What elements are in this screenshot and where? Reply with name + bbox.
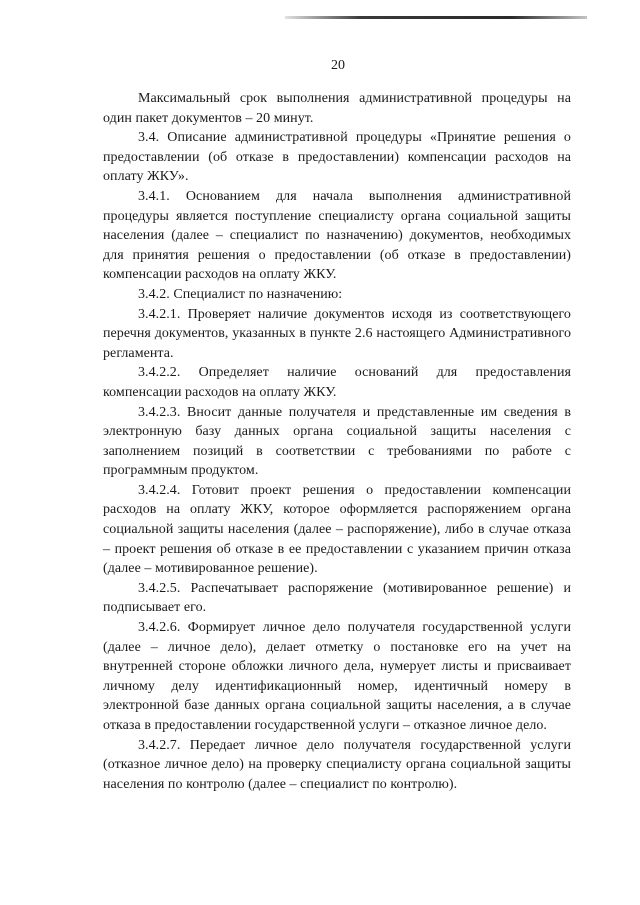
document-body bbox=[103, 89, 571, 794]
paragraph-3-4-2-5: 3.4.2.5. Распечатывает распоряжение (мотивированное решение) и подписывает его. bbox=[103, 580, 571, 616]
paragraph-3-4: 3.4. Описание административной процедуры «Принятие решения о предоставлении (об отказе в предоставлении) компенсации расходов на оплату ЖКУ». bbox=[103, 130, 571, 185]
paragraph-3-4-2-3: 3.4.2.3. Вносит данные получателя и представленные им сведения в электронную базу данных органа социальной защиты населения с заполнением позиций в соответствии с требованиями по работе с программным продуктом. bbox=[103, 404, 571, 479]
paragraph-3-4-2-6: 3.4.2.6. Формирует личное дело получателя государственной услуги (далее – личное дело), делает отметку о постановке его на учет на внутренней стороне обложки личного дела, нумерует листы и присваивает личному делу идентификационный номер, идентичный номеру в электронной базе данных органа социальной защиты населения, а в случае отказа в предоставлении государственной услуги – отказное личное дело. bbox=[103, 620, 571, 733]
paragraph-3-4-1: 3.4.1. Основанием для начала выполнения административной процедуры является поступление специалисту органа социальной защиты населения (далее – специалист по назначению) документов, необходимых для принятия решения о предоставлении (об отказе в предоставлении) компенсации расходов на оплату ЖКУ. bbox=[103, 188, 571, 283]
page-number: 20 bbox=[331, 58, 345, 73]
paragraph-3-4-2: 3.4.2. Специалист по назначению: bbox=[138, 286, 343, 302]
paragraph-3-4-2-4: 3.4.2.4. Готовит проект решения о предоставлении компенсации расходов на оплату ЖКУ, которое оформляется распоряжением органа социальной защиты населения (далее – распоряжение), либо в случае отказа – проект решения об отказе в ее предоставлении с указанием причин отказа (далее – мотивированное решение). bbox=[103, 482, 571, 577]
paragraph-3-4-2-2: 3.4.2.2. Определяет наличие оснований для предоставления компенсации расходов на оплату ЖКУ. bbox=[103, 365, 571, 400]
paragraph-3-4-2-7: 3.4.2.7. Передает личное дело получателя государственной услуги (отказное личное дело) на проверку специалисту органа социальной защиты населения по контролю (далее – специалист по контролю). bbox=[103, 737, 571, 792]
paragraph-max-time: Максимальный срок выполнения административной процедуры на один пакет документов – 20 минут. bbox=[103, 91, 571, 126]
paragraph-3-4-2-1: 3.4.2.1. Проверяет наличие документов исходя из соответствующего перечня документов, указанных в пункте 2.6 настоящего Административного регламента. bbox=[103, 306, 571, 361]
scan-artifact-line bbox=[285, 16, 587, 19]
